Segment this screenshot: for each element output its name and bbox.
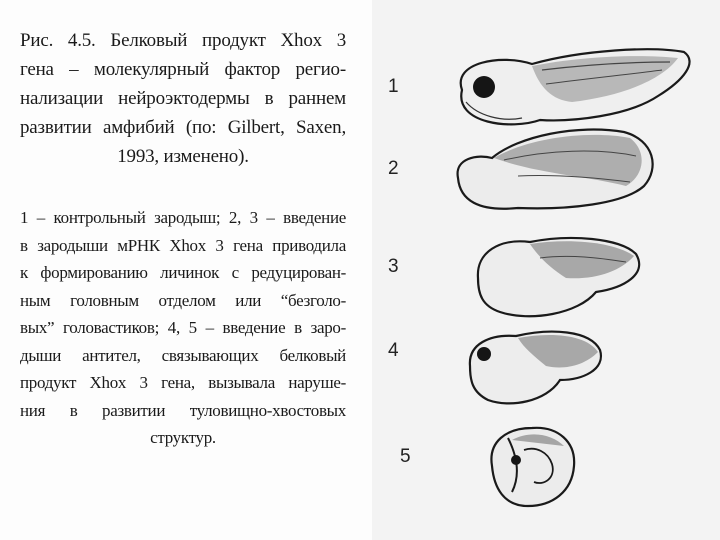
description-line: дыши антител, связывающих белковый — [20, 345, 346, 365]
description-line: к формированию личинок с редуцирован- — [20, 263, 346, 282]
description-line: продукт Xhox 3 гена, вызывала наруше- — [20, 373, 346, 392]
caption-line: нализации нейроэктодермы в раннем — [20, 88, 346, 109]
embryo-figure — [372, 0, 720, 540]
embryo-4-illustration — [460, 322, 610, 412]
caption-line: гена – молекулярный фактор регио- — [20, 59, 346, 80]
figure-label-4: 4 — [388, 340, 399, 361]
figure-label-3: 3 — [388, 256, 399, 277]
description-line: ным головным отделом или “безголо- — [20, 290, 346, 310]
figure-label-1: 1 — [388, 76, 399, 97]
figure-caption — [20, 26, 346, 171]
figure-description — [20, 204, 346, 452]
embryo-3-illustration — [470, 228, 650, 328]
caption-line: развитии амфибий (по: Gilbert, Saxen, — [20, 117, 346, 138]
embryo-2-illustration — [448, 116, 668, 226]
description-line: ния в развитии туловищно-хвостовых — [20, 400, 346, 420]
description-line: 1 – контрольный зародыш; 2, 3 – введение — [20, 208, 346, 227]
embryo-5-illustration — [482, 420, 582, 510]
caption-line: 1993, изменено). — [117, 146, 249, 167]
description-line: в зародыши мРНК Xhox 3 гена приводила — [20, 235, 346, 255]
figure-label-5: 5 — [400, 446, 411, 467]
figure-label-2: 2 — [388, 158, 399, 179]
description-line: структур. — [150, 428, 216, 447]
caption-line: Рис. 4.5. Белковый продукт Xhox 3 — [20, 30, 346, 51]
description-line: вых” головастиков; 4, 5 – введение в заро- — [20, 318, 346, 337]
